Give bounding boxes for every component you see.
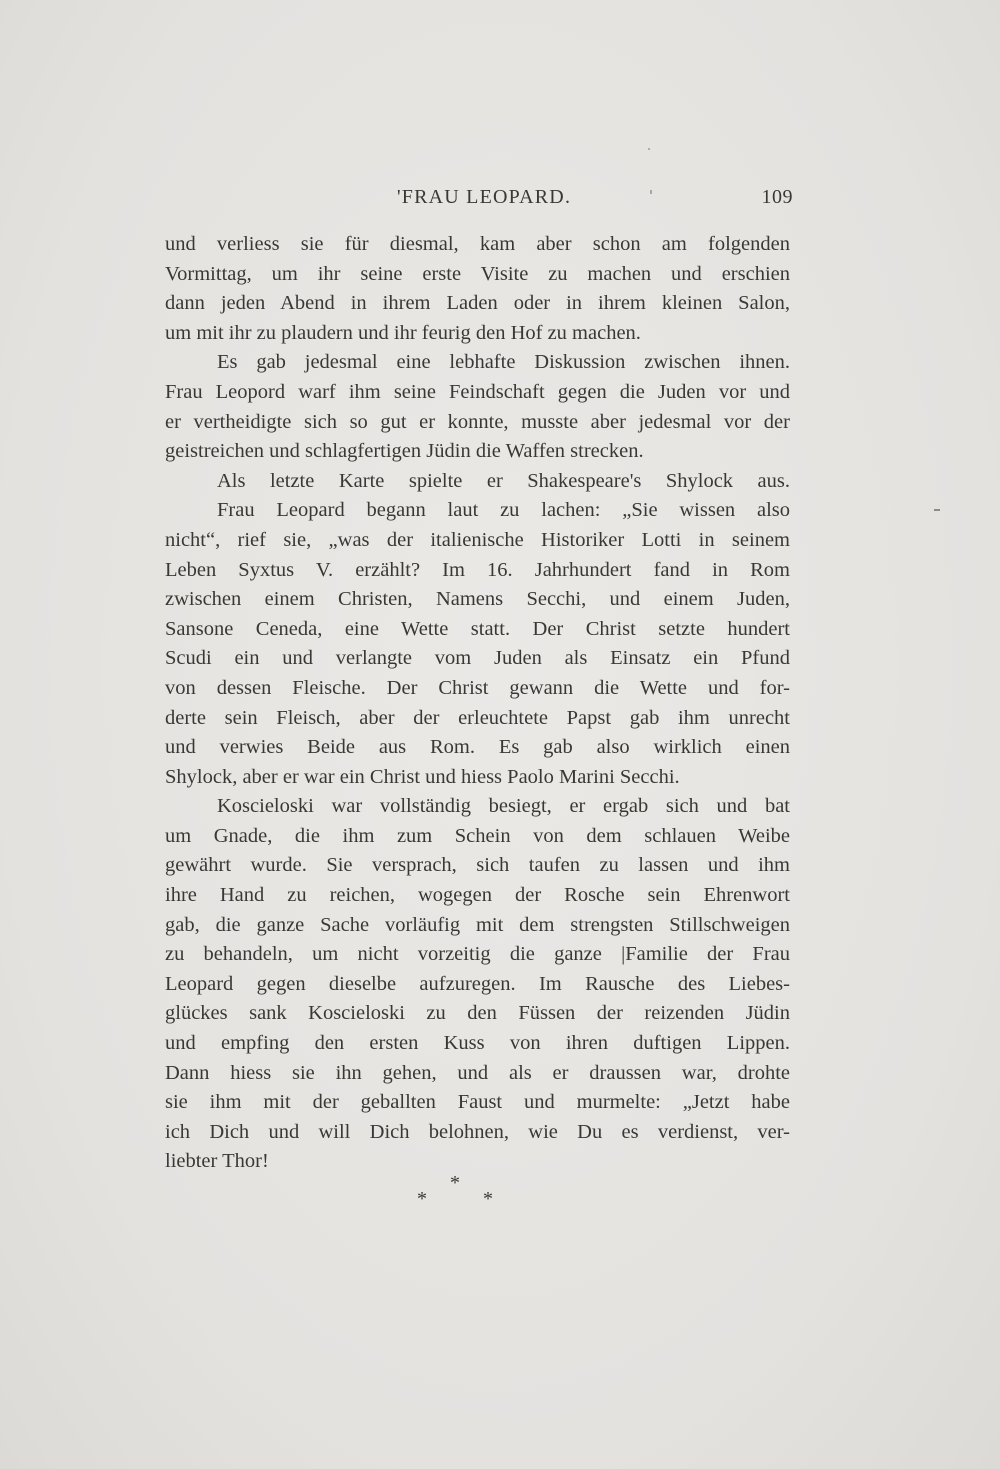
text-line: und empfing den ersten Kuss von ihren duftigen Lippen. <box>165 1032 790 1055</box>
text-line: Es gab jedesmal eine lebhafte Diskussion zwischen ihnen. <box>217 351 790 374</box>
text-line: um mit ihr zu plaudern und ihr feurig den Hof zu machen. <box>165 321 641 344</box>
page-number: 109 <box>761 186 793 208</box>
text-line: und verliess sie für diesmal, kam aber schon am folgenden <box>165 233 790 255</box>
text-line: nicht“, rief sie, „was der italienische Historiker Lotti in seinem <box>165 528 790 551</box>
paper-speck <box>648 148 650 150</box>
text-line: gewährt wurde. Sie versprach, sich taufen zu lassen und ihm <box>165 854 790 877</box>
text-line: Leopard gegen dieselbe aufzuregen. Im Rausche des Liebes- <box>165 972 790 995</box>
text-line: zwischen einem Christen, Namens Secchi, und einem Juden, <box>165 588 790 611</box>
text-line: ich Dich und will Dich belohnen, wie Du es verdienst, ver- <box>165 1120 790 1143</box>
text-line: zu behandeln, um nicht vorzeitig die ganze |Familie der Frau <box>165 943 790 966</box>
running-header <box>165 186 793 216</box>
text-line: Als letzte Karte spielte er Shakespeare's Shylock aus. <box>217 469 790 492</box>
text-line: dann jeden Abend in ihrem Laden oder in ihrem kleinen Salon, <box>165 292 790 315</box>
paper-speck <box>934 509 940 511</box>
text-line: geistreichen und schlagfertigen Jüdin die Waffen strecken. <box>165 440 644 463</box>
text-line: Leben Syxtus V. erzählt? Im 16. Jahrhundert fand in Rom <box>165 558 790 581</box>
separator-asterisk: * <box>483 1188 493 1210</box>
text-line: um Gnade, die ihm zum Schein von dem schlauen Weibe <box>165 824 790 847</box>
text-line: sie ihm mit der geballten Faust und murmelte: „Jetzt habe <box>165 1091 790 1114</box>
text-line: Shylock, aber er war ein Christ und hiess Paolo Marini Secchi. <box>165 765 680 788</box>
text-line: derte sein Fleisch, aber der erleuchtete Papst gab ihm unrecht <box>165 706 790 729</box>
separator-asterisk: * <box>450 1172 460 1194</box>
section-separator <box>405 1172 515 1212</box>
body-text <box>165 230 790 1177</box>
text-line: und verwies Beide aus Rom. Es gab also wirklich einen <box>165 736 790 759</box>
text-line: Frau Leopord warf ihm seine Feindschaft gegen die Juden vor und <box>165 380 790 403</box>
text-line: Vormittag, um ihr seine erste Visite zu machen und erschien <box>165 262 790 285</box>
text-line: Koscieloski war vollständig besiegt, er ergab sich und bat <box>217 795 790 818</box>
separator-asterisk: * <box>417 1188 427 1210</box>
text-line: ihre Hand zu reichen, wogegen der Rosche sein Ehrenwort <box>165 884 790 907</box>
text-line: Frau Leopard begann laut zu lachen: „Sie wissen also <box>217 499 790 522</box>
text-line: glückes sank Koscieloski zu den Füssen der reizenden Jüdin <box>165 1002 790 1025</box>
running-title: 'FRAU LEOPARD. <box>397 186 572 208</box>
text-line: Dann hiess sie ihn gehen, und als er draussen war, drohte <box>165 1061 790 1084</box>
text-line: liebter Thor! <box>165 1150 269 1173</box>
text-line: von dessen Fleische. Der Christ gewann die Wette und for- <box>165 676 790 699</box>
text-line: Scudi ein und verlangte vom Juden als Einsatz ein Pfund <box>165 647 790 670</box>
text-line: Sansone Ceneda, eine Wette statt. Der Christ setzte hundert <box>165 617 790 640</box>
text-line: gab, die ganze Sache vorläufig mit dem strengsten Stillschweigen <box>165 913 790 936</box>
paper-speck <box>650 190 652 194</box>
text-line: er vertheidigte sich so gut er konnte, musste aber jedesmal vor der <box>165 410 790 433</box>
